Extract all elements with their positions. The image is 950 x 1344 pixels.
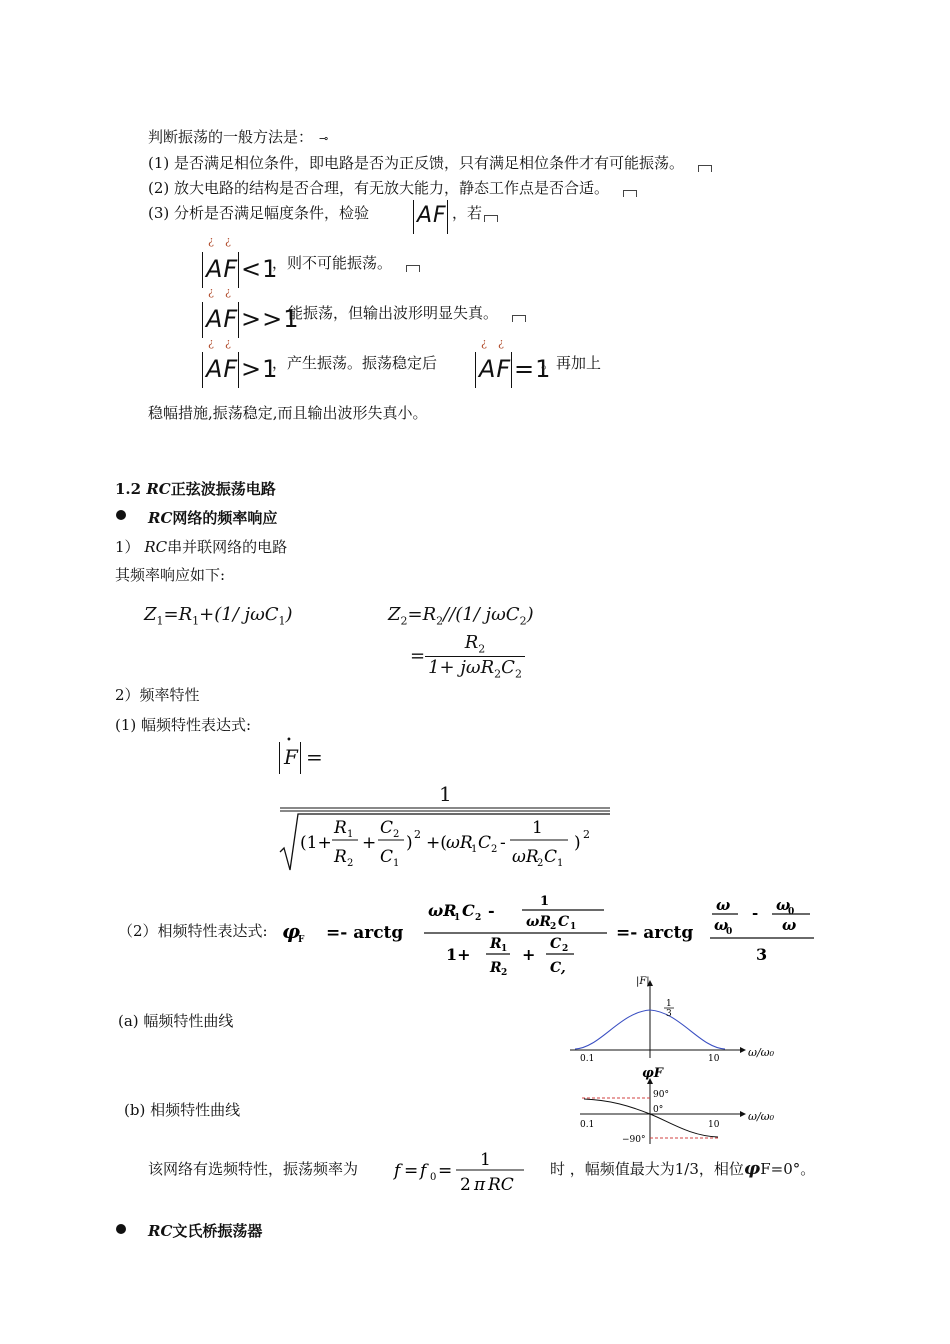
svg-text:ωR: ωR: [428, 901, 457, 920]
conclusion-tail: 时 ，幅频值最大为1/3，相位φF=0°。: [550, 1158, 816, 1179]
svg-text:C: C: [478, 833, 492, 853]
svg-text:2: 2: [475, 913, 482, 923]
sub1-title: 1） RC串并联网络的电路: [115, 538, 288, 556]
svg-text:=: =: [438, 1161, 453, 1181]
svg-text:ωR: ωR: [512, 847, 539, 867]
f0-equation: [392, 1148, 532, 1194]
cond1-text: ，则不可能振荡。: [272, 254, 420, 272]
z1-equation: $Z_1=R_1+(1/$ jωC$_1$): [144, 604, 293, 628]
svg-text:C: C: [462, 901, 475, 920]
svg-text:2: 2: [491, 844, 498, 855]
svg-text:C: C: [380, 818, 394, 838]
phase-plot: [560, 1062, 790, 1148]
conclusion-pre: 该网络有选频特性，振荡频率为: [148, 1160, 359, 1178]
svg-text:1: 1: [540, 894, 550, 909]
svg-text:1: 1: [454, 913, 461, 923]
svg-text:1: 1: [570, 922, 577, 932]
svg-text:ω: ω: [716, 896, 731, 914]
amp-curve-label: (a) 幅频特性曲线: [118, 1012, 234, 1030]
svg-text:-: -: [752, 904, 759, 922]
z2-equation: $Z_2=R_2//(1/$ jωC$_2$): [388, 604, 534, 628]
amp-expr-label: (1) 幅频特性表达式:: [115, 716, 252, 734]
amp-plot: [560, 972, 790, 1064]
phase-ytick-top: 90°: [653, 1090, 669, 1100]
z2-fraction: = $\frac{R_2}{1+ j\omega R_2C_2}$: [410, 632, 525, 680]
amp-xlabel: ω/ω₀: [748, 1046, 775, 1059]
amp-tick-right: 10: [708, 1054, 720, 1064]
af-symbol-cond3: AF: [206, 355, 239, 383]
svg-text:=- arctg: =- arctg: [616, 923, 694, 943]
cond2-expr: >>1: [241, 305, 300, 333]
intro-item-3-tail: ，若: [452, 204, 498, 222]
svg-text:1+: 1+: [446, 945, 471, 964]
svg-text:1: 1: [480, 1150, 491, 1170]
af-symbol-cond2: AF: [206, 305, 239, 333]
phase-curve-label: (b) 相频特性曲线: [124, 1101, 241, 1119]
svg-text:=- arctg: =- arctg: [326, 923, 404, 943]
cond3-text: ，产生振荡。振荡稳定后: [272, 354, 438, 372]
phase-expr-label: （2）相频特性表达式:: [118, 922, 268, 940]
cond3-expr2: =1: [514, 355, 552, 383]
svg-text:3: 3: [756, 945, 768, 964]
numerator-one: 1: [439, 782, 452, 806]
svg-text:C: C: [380, 847, 394, 867]
svg-text:1: 1: [501, 944, 508, 954]
cond1-expr: <1: [241, 255, 279, 283]
svg-text:1: 1: [471, 844, 478, 855]
freq-response-label: 其频率响应如下:: [115, 566, 226, 584]
af-symbol-cond1: AF: [206, 255, 239, 283]
svg-text:ωR: ωR: [526, 914, 551, 930]
amp-ylabel: |F|: [636, 976, 650, 987]
intro-item-1: (1) 是否满足相位条件，即电路是否为正反馈，只有满足相位条件才有可能振荡。: [148, 154, 712, 172]
intro-closing: 稳幅措施,振荡稳定,而且输出波形失真小。: [148, 404, 428, 422]
svg-text:f: f: [394, 1161, 401, 1181]
svg-text:2: 2: [414, 828, 421, 841]
f-symbol: F: [284, 745, 298, 769]
af-symbol-cond3b: AF: [479, 355, 512, 383]
svg-text:C,: C,: [550, 960, 566, 976]
svg-text:R: R: [334, 847, 347, 867]
phase-ylabel: φF: [642, 1066, 663, 1081]
svg-text:1: 1: [393, 858, 400, 869]
svg-text:): ): [406, 833, 413, 853]
svg-text:): ): [574, 833, 581, 853]
svg-text:-: -: [500, 833, 506, 853]
svg-text:C: C: [550, 936, 562, 952]
svg-text:2: 2: [501, 968, 508, 978]
amp-denominator: [278, 802, 613, 874]
cond3-expr: >1: [241, 355, 279, 383]
intro-item-2: (2) 放大电路的结构是否合理，有无放大能力，静态工作点是否合适。: [148, 179, 637, 197]
svg-text:(1+: (1+: [300, 833, 332, 853]
svg-text:2: 2: [562, 944, 569, 954]
svg-text:RC: RC: [488, 1175, 514, 1194]
svg-text:ωR: ωR: [446, 833, 473, 853]
cond2-text: 能振荡，但输出波形明显失真。: [288, 304, 526, 322]
cond3-tail: 。再加上: [541, 354, 602, 372]
svg-text:-: -: [488, 901, 495, 920]
bullet-network-response: RC网络的频率响应: [148, 509, 278, 527]
svg-text:0: 0: [726, 927, 733, 937]
svg-text:π: π: [474, 1175, 486, 1194]
svg-text:C: C: [544, 847, 558, 867]
svg-text:φ: φ: [282, 919, 301, 943]
bullet-dot-2: [116, 1224, 126, 1234]
svg-text:+: +: [362, 833, 377, 853]
svg-text:C: C: [558, 914, 570, 930]
svg-text:R: R: [490, 936, 502, 952]
svg-text:1: 1: [532, 818, 543, 838]
svg-text:2: 2: [347, 858, 354, 869]
svg-text:0: 0: [430, 1172, 437, 1183]
svg-text:+: +: [522, 945, 536, 964]
intro-item-3: (3) 分析是否满足幅度条件，检验: [148, 204, 370, 222]
bullet-wien-bridge: RC文氏桥振荡器: [148, 1222, 263, 1240]
svg-text:+(: +(: [426, 833, 447, 853]
sub2-title: 2）频率特性: [115, 686, 200, 704]
svg-text:=: =: [404, 1161, 419, 1181]
svg-text:2: 2: [460, 1175, 471, 1194]
intro-title: 判断振荡的一般方法是： ⊸: [148, 128, 329, 146]
phase-ytick-mid: 0°: [653, 1105, 664, 1115]
svg-text:R: R: [334, 818, 347, 838]
phase-xlabel: ω/ω₀: [748, 1110, 775, 1123]
af-symbol: AF: [417, 203, 447, 228]
svg-text:0: 0: [788, 907, 795, 917]
svg-text:2: 2: [583, 828, 590, 841]
svg-text:2: 2: [537, 858, 544, 869]
svg-text:ω: ω: [776, 896, 791, 914]
amp-peak-den: 3: [666, 1009, 672, 1019]
bullet-dot: [116, 510, 126, 520]
phase-tick-right: 10: [708, 1120, 720, 1130]
phase-tick-left: 0.1: [580, 1120, 595, 1130]
phase-ytick-bot: −90°: [622, 1135, 646, 1145]
svg-text:R: R: [490, 960, 502, 976]
section-heading: 1.2 RC正弦波振荡电路: [115, 480, 276, 498]
svg-text:2: 2: [550, 922, 557, 932]
amp-peak-num: 1: [666, 999, 672, 1009]
phase-equation: [282, 888, 818, 980]
svg-text:ω: ω: [714, 916, 729, 934]
svg-text:f: f: [420, 1161, 427, 1181]
svg-text:2: 2: [393, 829, 400, 840]
svg-text:1: 1: [347, 829, 354, 840]
amp-tick-left: 0.1: [580, 1054, 595, 1064]
svg-text:ω: ω: [782, 916, 797, 934]
svg-text:F: F: [298, 935, 305, 945]
equals-sign: =: [306, 745, 323, 769]
svg-text:1: 1: [557, 858, 564, 869]
